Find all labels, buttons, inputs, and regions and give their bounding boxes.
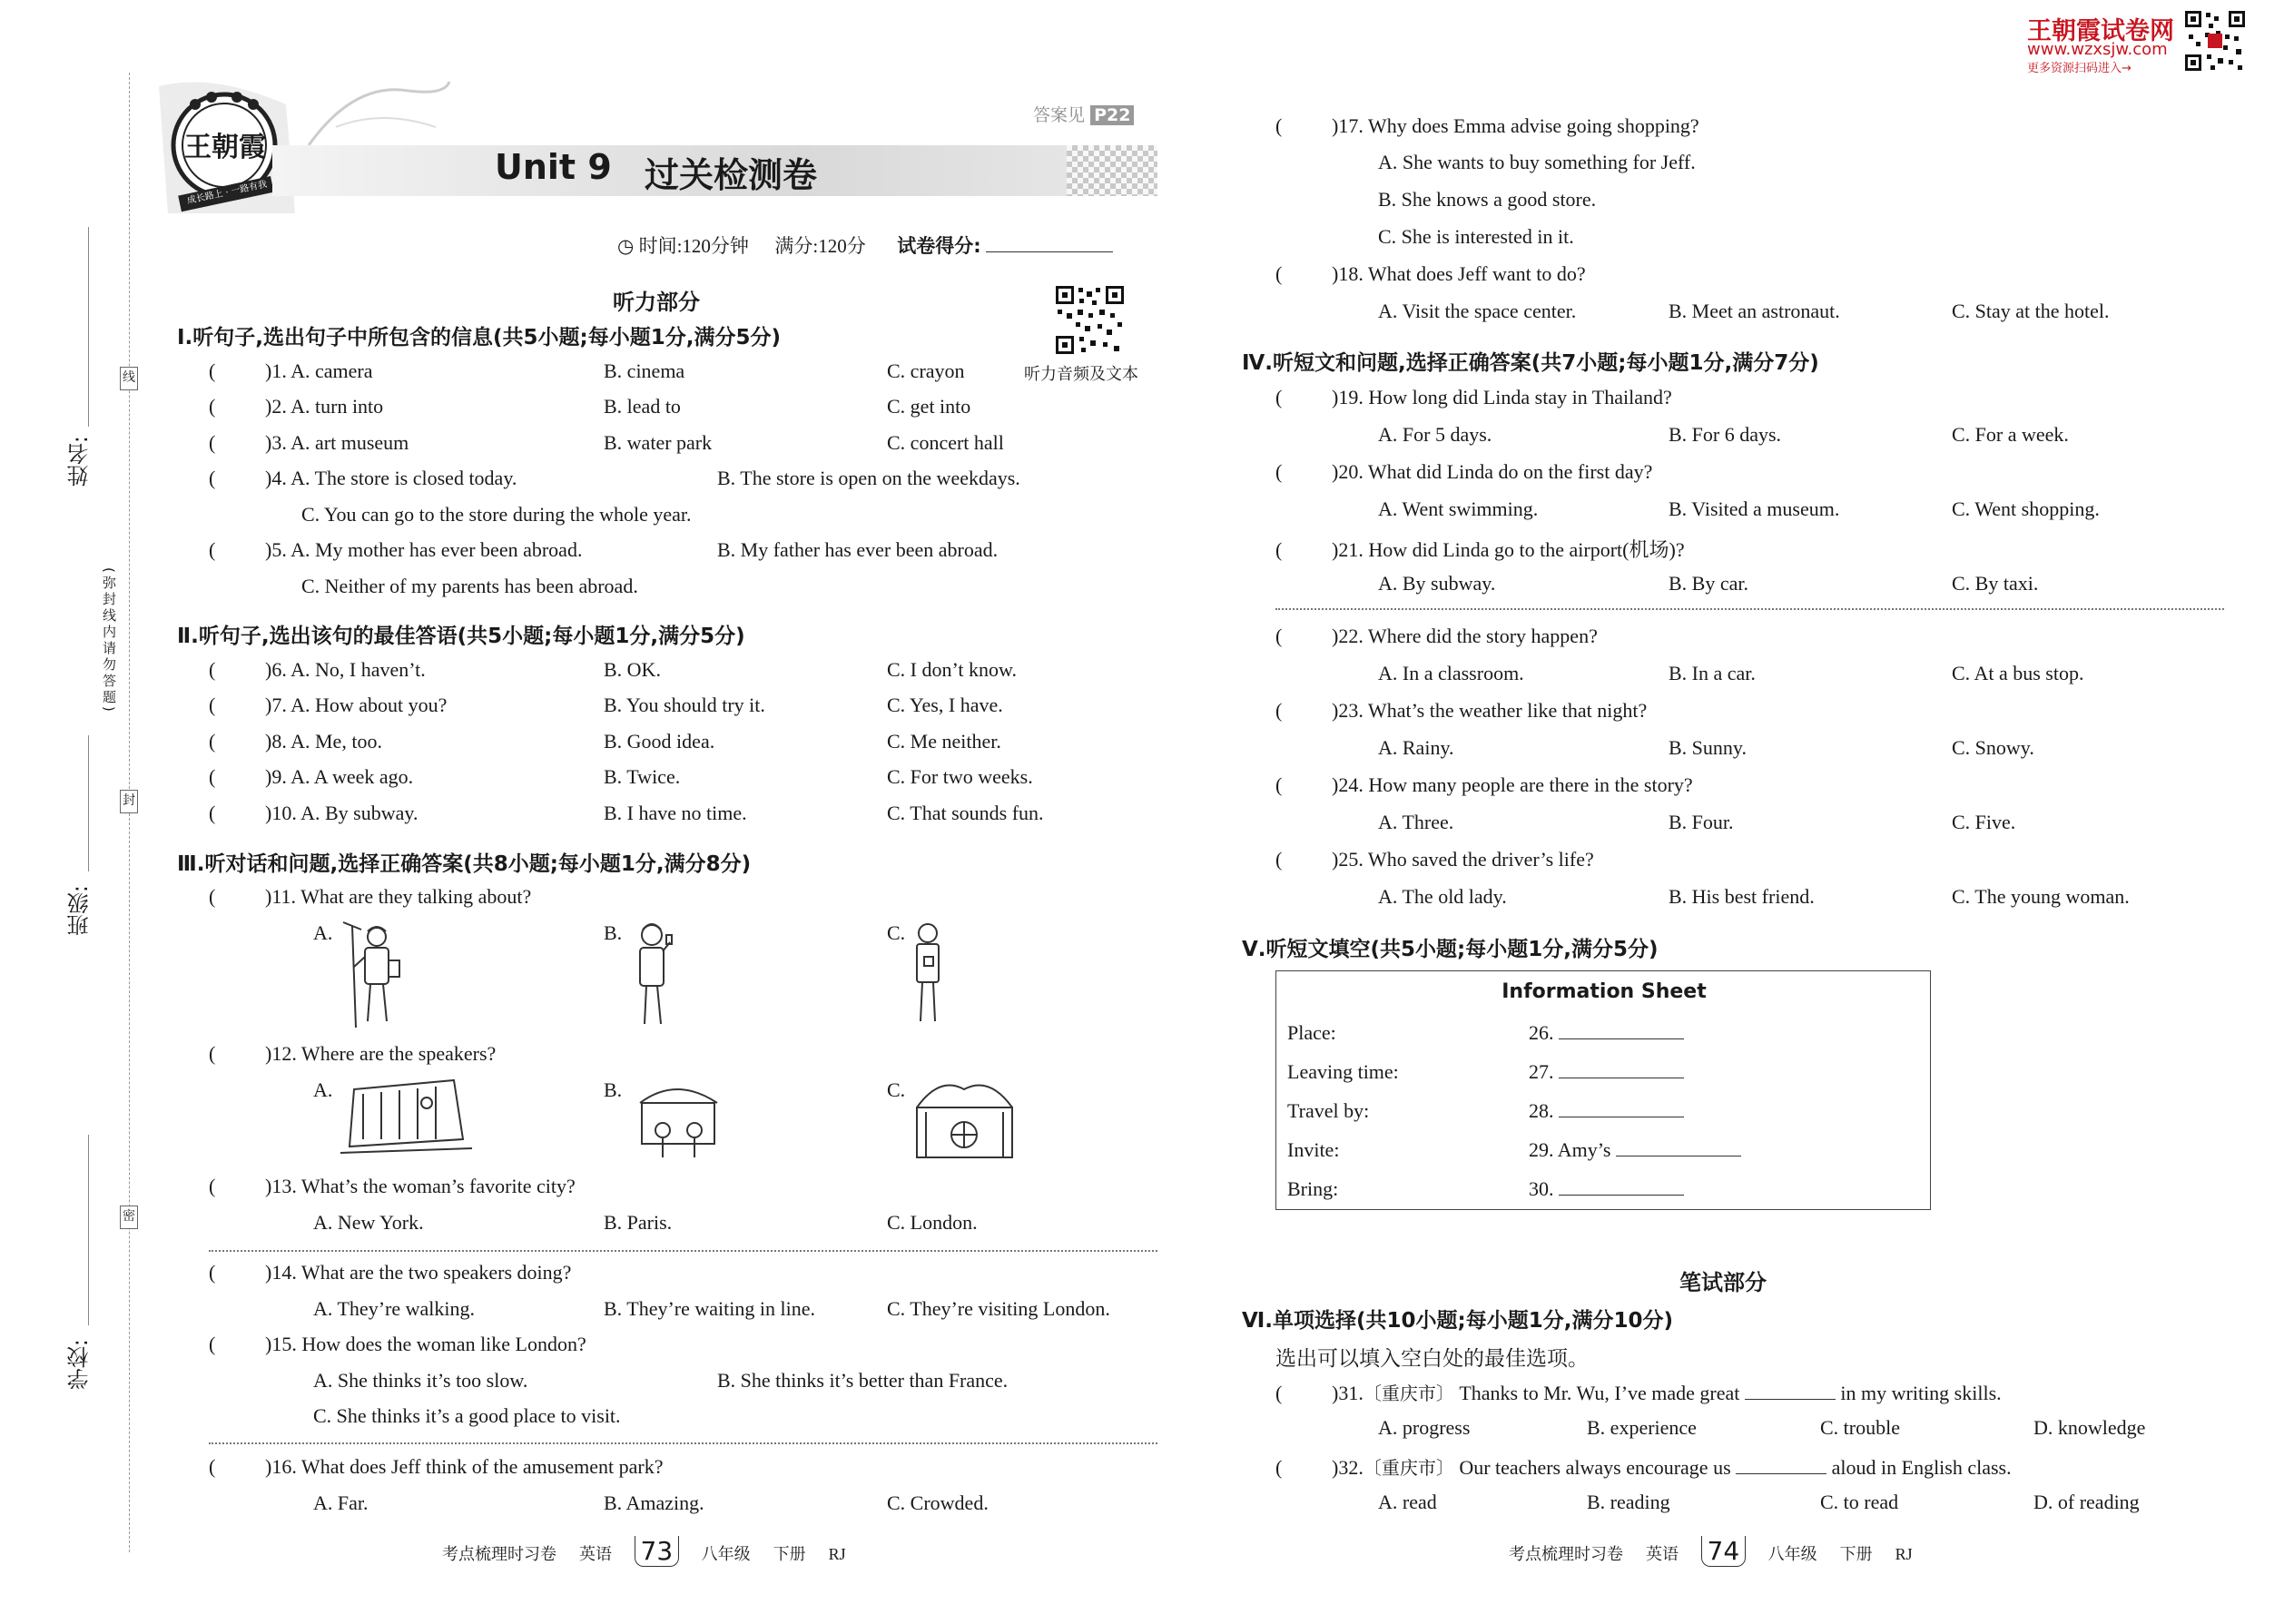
unit-title: Unit 9 bbox=[495, 147, 612, 187]
playground-scene-picture[interactable] bbox=[631, 1076, 726, 1162]
section-1-title: Ⅰ.听句子,选出句子中所包含的信息(共5小题;每小题1分,满分5分) bbox=[177, 326, 782, 349]
boy-on-phone-picture[interactable] bbox=[626, 917, 681, 1030]
answer-blank[interactable]: ( bbox=[1275, 538, 1283, 561]
answer-blank[interactable]: ( bbox=[1275, 773, 1283, 796]
seal-note: (弥封线内请勿答题) bbox=[101, 567, 117, 714]
cut-mark-line: 线 bbox=[120, 367, 138, 390]
answer-blank[interactable]: ( bbox=[1275, 114, 1283, 137]
section-2-title: Ⅱ.听句子,选出该句的最佳答语(共5小题;每小题1分,满分5分) bbox=[177, 625, 745, 648]
time-label: 时间:120分钟 bbox=[638, 235, 749, 257]
class-label: 班级: bbox=[67, 885, 93, 937]
answer-blank[interactable]: ( bbox=[209, 1175, 216, 1197]
exam-info bbox=[617, 231, 1113, 259]
page-number: 74 bbox=[1701, 1536, 1747, 1567]
blank-26[interactable] bbox=[1559, 1038, 1684, 1039]
answer-blank[interactable]: ( bbox=[209, 1333, 216, 1355]
answer-ref: 答案见 P22 bbox=[1033, 102, 1134, 126]
school-label: 学校: bbox=[67, 1339, 93, 1391]
section-3-title: Ⅲ.听对话和问题,选择正确答案(共8小题;每小题1分,满分8分) bbox=[177, 852, 752, 876]
answer-blank[interactable]: ( bbox=[209, 395, 216, 418]
answer-page-badge: P22 bbox=[1090, 105, 1134, 125]
answer-blank[interactable]: ( bbox=[1275, 848, 1283, 871]
score-label: 满分:120分 bbox=[774, 235, 866, 257]
answer-blank[interactable]: ( bbox=[209, 359, 216, 382]
cleaner-with-broom-picture[interactable] bbox=[336, 917, 409, 1030]
checker-decor bbox=[1067, 145, 1157, 196]
paper-score-field[interactable] bbox=[986, 251, 1113, 252]
page-number: 73 bbox=[635, 1536, 680, 1567]
q32-blank[interactable] bbox=[1736, 1473, 1826, 1474]
name-label: 姓名: bbox=[67, 436, 93, 487]
qr-caption: 听力音频及文本 bbox=[1024, 365, 1138, 383]
section-6-title: Ⅵ.单项选择(共10小题;每小题1分,满分10分) bbox=[1242, 1309, 1673, 1333]
sheet-title: Information Sheet bbox=[1501, 980, 1707, 1003]
divider bbox=[1275, 608, 2224, 610]
answer-blank[interactable]: ( bbox=[209, 538, 216, 561]
answer-blank[interactable]: ( bbox=[1275, 625, 1283, 647]
site-url: www.wzxsjw.com bbox=[2027, 40, 2168, 59]
answer-blank[interactable]: ( bbox=[209, 1455, 216, 1478]
blank-30[interactable] bbox=[1559, 1195, 1684, 1196]
answer-blank[interactable]: ( bbox=[209, 730, 216, 753]
cut-mark-secret: 密 bbox=[120, 1206, 138, 1229]
ribbon-decor bbox=[300, 73, 454, 154]
answer-blank[interactable]: ( bbox=[1275, 1382, 1283, 1404]
q31-blank[interactable] bbox=[1745, 1399, 1836, 1400]
answer-blank[interactable]: ( bbox=[209, 431, 216, 454]
site-name: 王朝霞试卷网 bbox=[2027, 17, 2174, 45]
answer-blank[interactable]: ( bbox=[209, 467, 216, 489]
logo-sub: 成长路上 · 一路有我 bbox=[186, 179, 269, 207]
divider bbox=[209, 1250, 1157, 1252]
answer-blank[interactable]: ( bbox=[209, 885, 216, 908]
answer-blank[interactable]: ( bbox=[209, 1261, 216, 1284]
section-6-instruction: 选出可以填入空白处的最佳选项。 bbox=[1275, 1347, 1589, 1370]
section-4-title: Ⅳ.听短文和问题,选择正确答案(共7小题;每小题1分,满分7分) bbox=[1242, 351, 1819, 375]
listening-qr-code[interactable] bbox=[1056, 286, 1124, 354]
answer-blank[interactable]: ( bbox=[1275, 699, 1283, 722]
divider bbox=[209, 1442, 1157, 1444]
cut-mark-seal: 封 bbox=[120, 790, 138, 813]
building-scene-picture[interactable] bbox=[336, 1076, 477, 1157]
left-footer: 考点梳理时习卷 英语 73 八年级 下册 RJ bbox=[442, 1536, 846, 1566]
answer-blank[interactable]: ( bbox=[1275, 262, 1283, 285]
answer-blank[interactable]: ( bbox=[1275, 1456, 1283, 1479]
information-sheet: Information Sheet Place: 26. Leaving time: 27. Travel by: 28. Invite: 29. Amy’s Bring: 30. bbox=[1275, 970, 1931, 1210]
answer-blank[interactable]: ( bbox=[209, 694, 216, 716]
amusement-park-picture[interactable] bbox=[908, 1071, 1021, 1166]
answer-blank[interactable]: ( bbox=[1275, 460, 1283, 483]
answer-blank[interactable]: ( bbox=[209, 765, 216, 788]
answer-blank[interactable]: ( bbox=[1275, 386, 1283, 408]
right-footer: 考点梳理时习卷 英语 74 八年级 下册 RJ bbox=[1509, 1536, 1913, 1566]
answer-blank[interactable]: ( bbox=[209, 658, 216, 681]
answer-blank[interactable]: ( bbox=[209, 802, 216, 824]
logo-text: 王朝霞 bbox=[184, 132, 266, 163]
section-5-title: Ⅴ.听短文填空(共5小题;每小题1分,满分5分) bbox=[1242, 938, 1659, 961]
site-tagline: 更多资源扫码进入→ bbox=[2027, 62, 2132, 75]
answer-blank[interactable]: ( bbox=[209, 1042, 216, 1065]
title-cn: 过关检测卷 bbox=[645, 155, 818, 195]
site-qr-code[interactable] bbox=[2183, 9, 2247, 73]
astronaut-picture[interactable] bbox=[908, 917, 949, 1030]
paper-score-label: 试卷得分: bbox=[897, 235, 981, 257]
listening-part-title: 听力部分 bbox=[613, 290, 700, 315]
clock-icon: ◷ bbox=[617, 235, 635, 257]
writing-part-title: 笔试部分 bbox=[1679, 1270, 1767, 1295]
